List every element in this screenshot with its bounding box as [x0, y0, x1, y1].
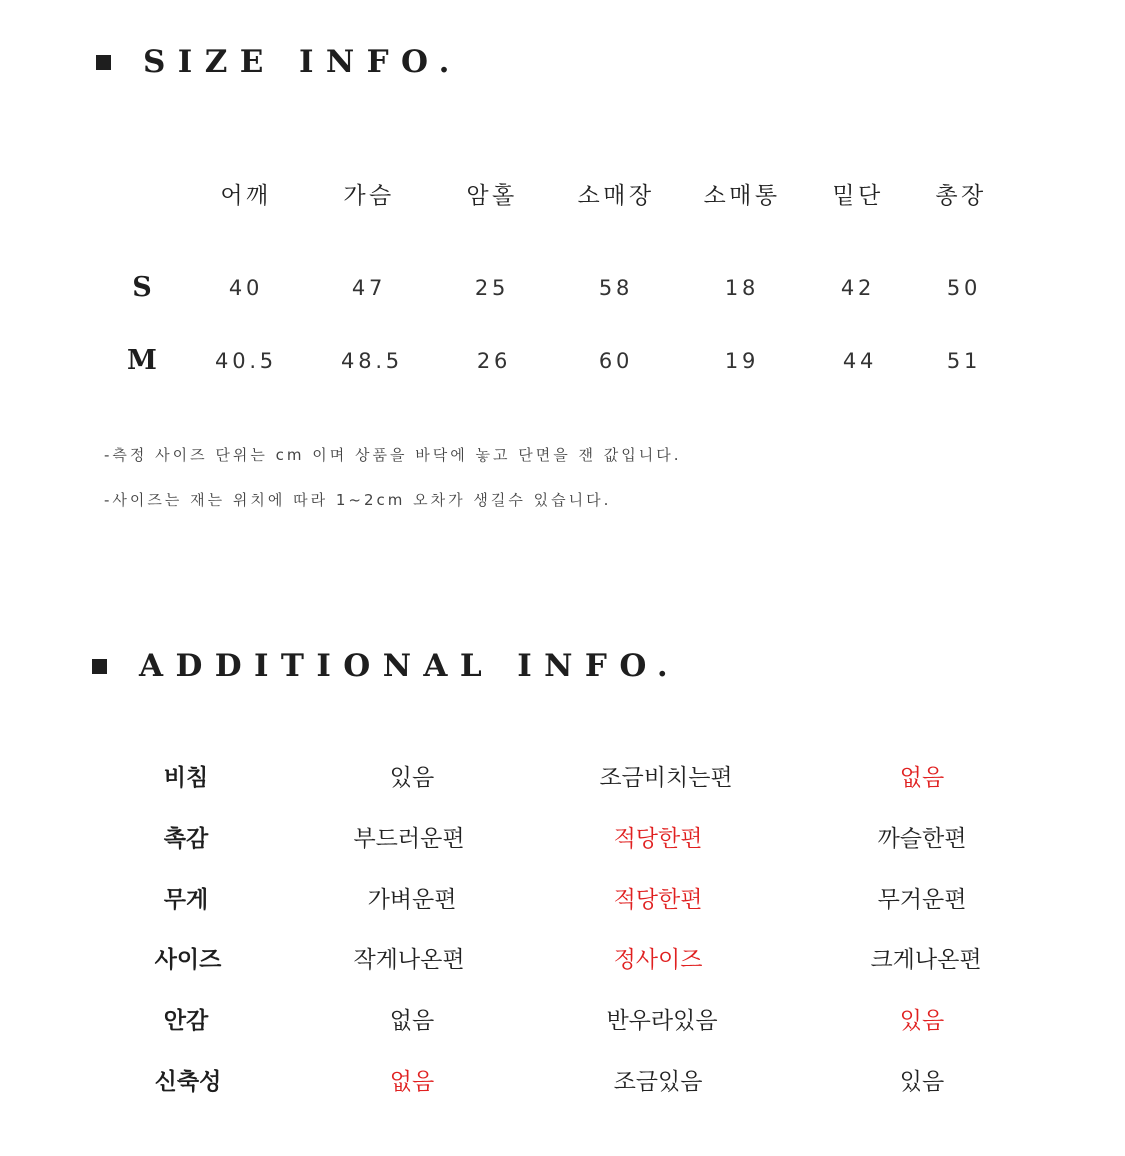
attribute-option: 무거운편	[877, 887, 967, 913]
size-value: 48.5	[341, 349, 403, 373]
header-shoulder: 어깨	[220, 183, 272, 209]
size-label: M	[127, 345, 157, 376]
attribute-option: 반우라있음	[606, 1008, 718, 1034]
attribute-row-texture	[0, 819, 1125, 859]
additional-info-title-text: ADDITIONAL INFO.	[139, 648, 681, 684]
attribute-label: 무게	[163, 887, 209, 913]
attribute-option: 있음	[389, 765, 435, 791]
size-row-m	[0, 341, 1125, 381]
size-value: 42	[840, 276, 876, 300]
size-value: 19	[724, 349, 760, 373]
attribute-label: 비침	[163, 765, 209, 791]
size-value: 18	[724, 276, 760, 300]
tolerance-note: -사이즈는 재는 위치에 따라 1~2cm 오차가 생길수 있습니다.	[104, 491, 612, 509]
attribute-option: 있음	[899, 1069, 945, 1095]
attribute-label: 신축성	[154, 1069, 222, 1095]
header-armhole: 암홀	[466, 183, 518, 209]
attribute-option: 조금있음	[613, 1069, 703, 1095]
size-value: 50	[946, 276, 982, 300]
attribute-label: 사이즈	[154, 947, 222, 973]
attribute-option-selected: 없음	[899, 765, 945, 791]
size-row-s	[0, 268, 1125, 308]
attribute-option: 없음	[389, 1008, 435, 1034]
attribute-option-selected: 정사이즈	[613, 947, 703, 973]
attribute-option: 가벼운편	[367, 887, 457, 913]
attribute-option: 조금비치는편	[599, 765, 733, 791]
size-label: S	[132, 272, 152, 303]
attribute-row-weight	[0, 880, 1125, 920]
attribute-option: 작게나온편	[353, 947, 465, 973]
attribute-row-lining	[0, 1001, 1125, 1041]
attribute-option: 까슬한편	[877, 826, 967, 852]
size-value: 25	[474, 276, 510, 300]
header-hem: 밑단	[832, 183, 884, 209]
size-info-title-text: SIZE INFO.	[143, 44, 462, 80]
attribute-option: 크게나온편	[870, 947, 982, 973]
attribute-option-selected: 없음	[389, 1069, 435, 1095]
size-value: 60	[598, 349, 634, 373]
size-value: 40.5	[215, 349, 277, 373]
attribute-option-selected: 적당한편	[613, 887, 703, 913]
measurement-note: -측정 사이즈 단위는 cm 이며 상품을 바닥에 놓고 단면을 잰 값입니다.	[104, 446, 682, 464]
size-value: 44	[842, 349, 878, 373]
size-table-header	[0, 176, 1125, 216]
size-value: 47	[351, 276, 387, 300]
header-sleeve-width: 소매통	[703, 183, 781, 209]
size-info-title	[96, 44, 462, 80]
attribute-option-selected: 있음	[899, 1008, 945, 1034]
header-sleeve-length: 소매장	[577, 183, 655, 209]
attribute-row-elasticity	[0, 1062, 1125, 1102]
square-bullet-icon	[92, 659, 107, 674]
attribute-option: 부드러운편	[353, 826, 465, 852]
size-value: 40	[228, 276, 264, 300]
attribute-row-fit	[0, 940, 1125, 980]
additional-info-title	[92, 648, 680, 684]
attribute-label: 안감	[163, 1008, 209, 1034]
header-total-length: 총장	[935, 183, 987, 209]
attribute-label: 촉감	[163, 826, 209, 852]
square-bullet-icon	[96, 55, 111, 70]
size-value: 26	[476, 349, 512, 373]
attribute-option-selected: 적당한편	[613, 826, 703, 852]
attribute-row-sheerness	[0, 758, 1125, 798]
size-value: 58	[598, 276, 634, 300]
header-chest: 가슴	[343, 183, 395, 209]
size-value: 51	[946, 349, 982, 373]
